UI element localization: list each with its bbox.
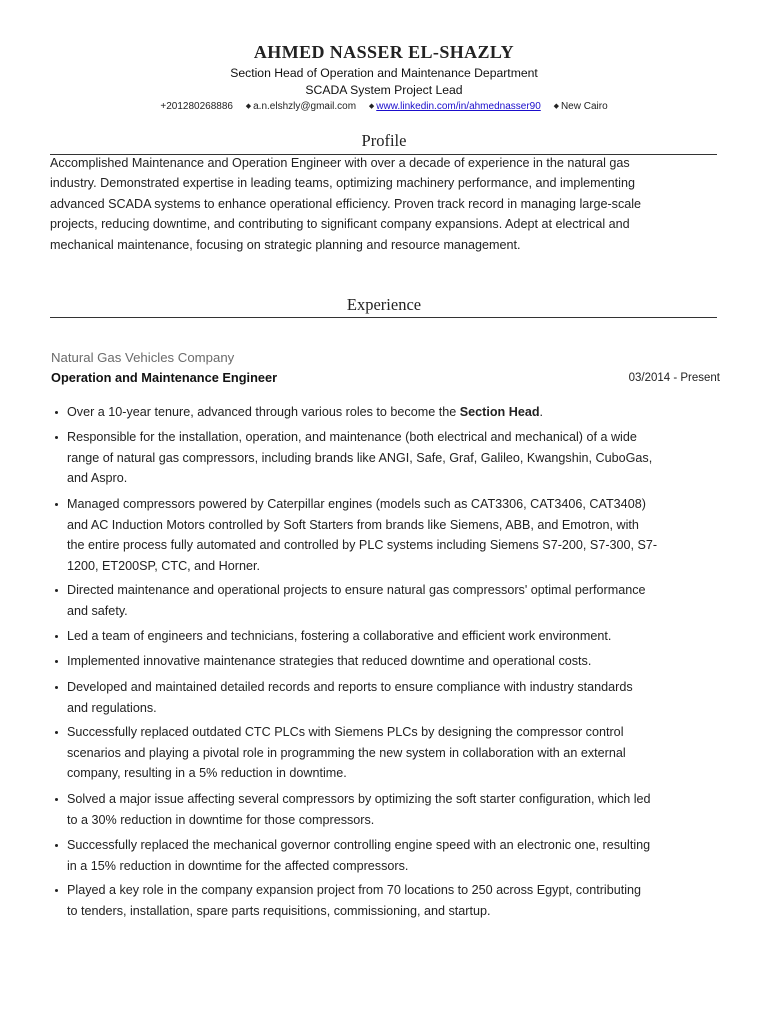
- bullet-icon: [55, 660, 58, 663]
- role-title: Operation and Maintenance Engineer: [51, 370, 278, 385]
- profile-heading: Profile: [361, 131, 407, 150]
- list-item: [67, 880, 727, 921]
- bullet-line: Responsible for the installation, operation, and maintenance (both electrical and mechanical) of a wide: [67, 430, 637, 444]
- list-item: [67, 494, 727, 576]
- bullet-separator-icon: ◆: [245, 103, 252, 110]
- list-item: [67, 835, 727, 876]
- location: New Cairo: [560, 101, 608, 112]
- bullet-icon: [55, 798, 58, 801]
- bullet-line: and Aspro.: [67, 471, 128, 485]
- profile-line: mechanical maintenance, focusing on strategic planning and resource management.: [50, 237, 521, 252]
- list-item: [67, 580, 727, 621]
- profile-line: advanced SCADA systems to enhance operational efficiency. Proven track record in managing large-scale: [50, 196, 642, 211]
- bullet-line: scenarios and playing a pivotal role in programming the new system in collaboration with an external: [67, 745, 626, 760]
- linkedin-link[interactable]: www.linkedin.com/in/ahmednasser90: [376, 101, 541, 112]
- list-item: [67, 626, 727, 647]
- bullet-line: Directed maintenance and operational projects to ensure natural gas compressors' optimal performance: [67, 583, 646, 597]
- bullet-line: in a 15% reduction in downtime for the affected compressors.: [67, 858, 409, 873]
- bullet-line: Solved a major issue affecting several compressors by optimizing the soft starter configuration, which led: [67, 792, 651, 806]
- bullet-line: to a 30% reduction in downtime for those compressors.: [67, 812, 375, 827]
- bullet-line: range of natural gas compressors, including brands like ANGI, Safe, Graf, Galileo, Kwangshin, CuboGas,: [67, 450, 653, 465]
- bullet-highlight: Section Head: [459, 405, 540, 419]
- list-item: [67, 789, 727, 830]
- bullet-line: company, resulting in a 5% reduction in downtime.: [67, 766, 347, 780]
- bullet-line: and safety.: [67, 603, 128, 618]
- bullet-line: Developed and maintained detailed records and reports to ensure compliance with industry standards: [67, 680, 633, 694]
- list-item: [67, 427, 727, 489]
- bullet-line: and AC Induction Motors controlled by Soft Starters from brands like Siemens, ABB, and Emotron, with: [67, 517, 639, 532]
- company-name: Natural Gas Vehicles Company: [51, 350, 235, 365]
- contact-line: [0, 101, 768, 112]
- email-address: a.n.elshzly@gmail.com: [253, 101, 357, 112]
- bullet-text: Over a 10-year tenure, advanced through various roles to become the: [67, 405, 460, 419]
- bullet-line: Successfully replaced the mechanical governor controlling engine speed with an electronic one, resulting: [67, 838, 651, 852]
- experience-heading: Experience: [346, 295, 422, 314]
- list-item: [67, 402, 727, 423]
- bullet-icon: [55, 844, 58, 847]
- list-item: [67, 677, 727, 718]
- bullet-line: and regulations.: [67, 700, 157, 715]
- list-item: [67, 722, 727, 784]
- bullet-line: Played a key role in the company expansion project from 70 locations to 250 across Egypt, contributing: [67, 883, 642, 897]
- bullet-line: 1200, ET200SP, CTC, and Horner.: [67, 558, 260, 573]
- experience-divider: [50, 317, 717, 318]
- profile-line: industry. Demonstrated expertise in leading teams, optimizing machinery performance, and implementing: [50, 176, 635, 191]
- bullet-line: to tenders, installation, spare parts requisitions, commissioning, and startup.: [67, 903, 491, 918]
- list-item: [67, 651, 727, 672]
- bullet-line: Led a team of engineers and technicians, fostering a collaborative and efficient work environment.: [67, 629, 612, 643]
- job-title-secondary: SCADA System Project Lead: [305, 83, 463, 97]
- bullet-icon: [55, 411, 58, 414]
- bullet-icon: [55, 635, 58, 638]
- bullet-line: the entire process fully automated and controlled by PLC systems including Siemens S7-200, S7-300, S7-: [67, 538, 658, 552]
- bullet-line: Successfully replaced outdated CTC PLCs with Siemens PLCs by designing the compressor control: [67, 725, 624, 739]
- bullet-icon: [55, 589, 58, 592]
- bullet-icon: [55, 503, 58, 506]
- bullet-text-tail: .: [539, 405, 544, 419]
- profile-summary: [50, 153, 720, 255]
- candidate-name: AHMED NASSER EL-SHAZLY: [253, 42, 515, 62]
- bullet-icon: [55, 731, 58, 734]
- bullet-line: Managed compressors powered by Caterpillar engines (models such as CAT3306, CAT3406, CAT3408): [67, 497, 646, 511]
- bullet-separator-icon: ◆: [553, 103, 559, 110]
- bullet-separator-icon: ◆: [368, 103, 375, 110]
- role-dates: 03/2014 - Present: [628, 372, 720, 384]
- job-title-primary: Section Head of Operation and Maintenance Department: [230, 66, 538, 80]
- profile-line: Accomplished Maintenance and Operation Engineer with over a decade of experience in the natural gas: [50, 156, 630, 170]
- profile-line: projects, reducing downtime, and contributing to significant company expansions. Adept at electrical and: [50, 217, 630, 232]
- bullet-icon: [55, 889, 58, 892]
- bullet-icon: [55, 686, 58, 689]
- bullet-line: Implemented innovative maintenance strategies that reduced downtime and operational costs.: [67, 654, 592, 668]
- bullet-icon: [55, 436, 58, 439]
- phone-number: +201280268886: [160, 101, 233, 112]
